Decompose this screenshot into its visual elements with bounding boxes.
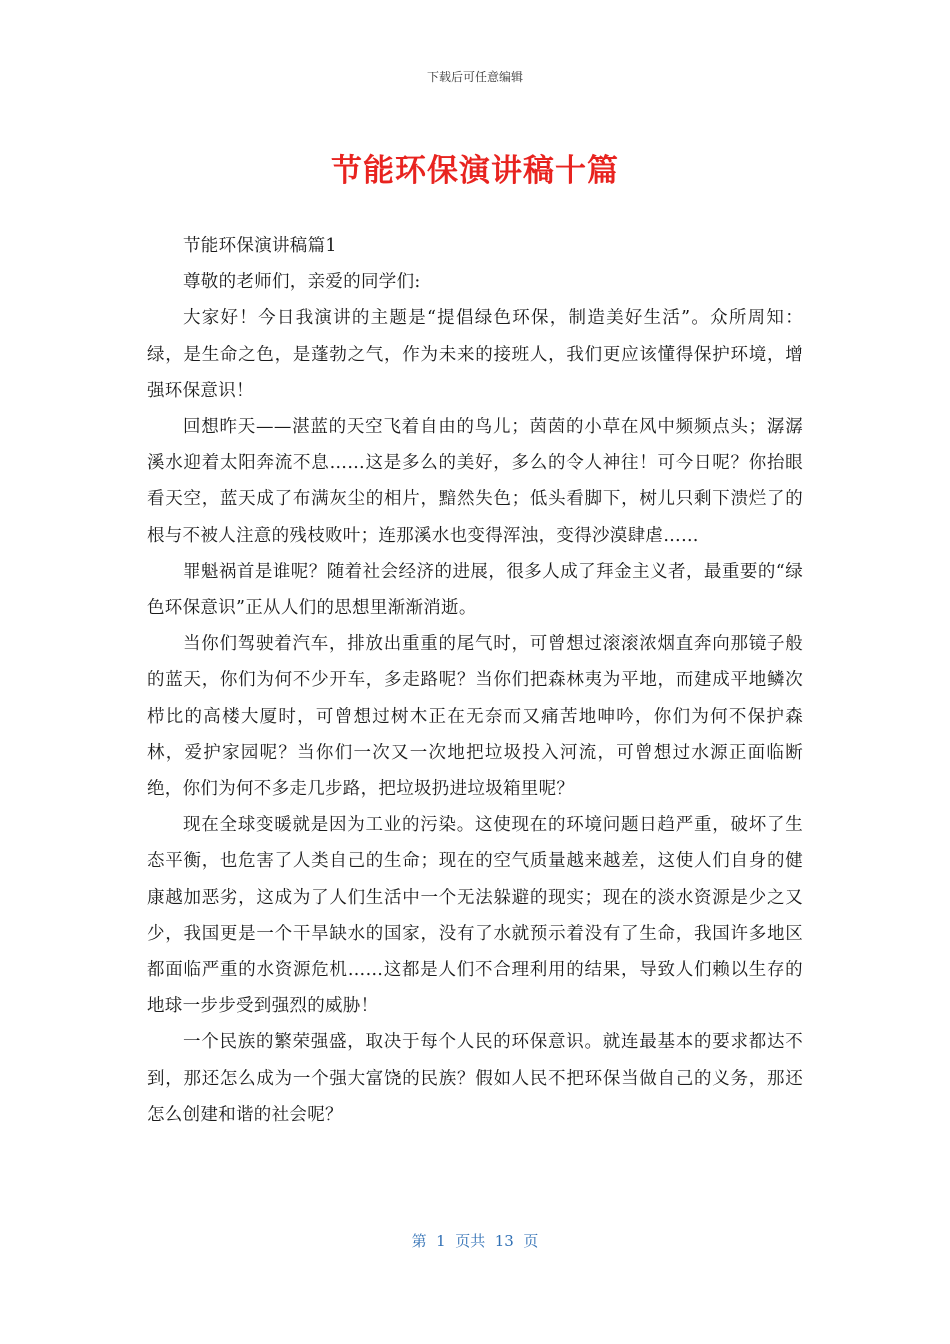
body-paragraph: 当你们驾驶着汽车，排放出重重的尾气时，可曾想过滚滚浓烟直奔向那镜子般的蓝天，你们为何不少开车，多走路呢？当你们把森林夷为平地，而建成平地鳞次栉比的高楼大厦时，可曾想过树木正在无奈而又痛苦地呻吟，你们为何不保护森林，爱护家园呢？当你们一次又一次地把垃圾投入河流，可曾想过水源正面临断绝，你们为何不多走几步路，把垃圾扔进垃圾箱里呢？ bbox=[147, 634, 803, 800]
page-footer: 第 1 页共 13 页 bbox=[411, 1232, 539, 1250]
body-paragraph: 罪魁祸首是谁呢？随着社会经济的进展，很多人成了拜金主义者，最重要的“绿色环保意识”正从人们的思想里渐渐消逝。 bbox=[147, 561, 803, 619]
body-paragraph: 现在全球变暖就是因为工业的污染。这使现在的环境问题日趋严重，破坏了生态平衡，也危害了人类自己的生命；现在的空气质量越来越差，这使人们自身的健康越加恶劣，这成为了人们生活中一个无法躲避的现实；现在的淡水资源是少之又少，我国更是一个干旱缺水的国家，没有了水就预示着没有了生命，我国许多地区都面临严重的水资源危机……这都是人们不合理利用的结果，导致人们赖以生存的地球一步步受到强烈的威胁！ bbox=[147, 815, 803, 1017]
document-body bbox=[147, 228, 803, 1133]
body-paragraph: 一个民族的繁荣强盛，取决于每个人民的环保意识。就连最基本的要求都达不到，那还怎么成为一个强大富饶的民族？假如人民不把环保当做自己的义务，那还怎么创建和谐的社会呢？ bbox=[147, 1032, 803, 1125]
section-heading: 节能环保演讲稿篇1 bbox=[183, 236, 337, 256]
salutation: 尊敬的老师们，亲爱的同学们: bbox=[183, 272, 421, 293]
document-title: 节能环保演讲稿十篇 bbox=[331, 153, 619, 189]
header-note: 下载后可任意编辑 bbox=[426, 70, 523, 84]
body-paragraph: 回想昨天——湛蓝的天空飞着自由的鸟儿；茵茵的小草在风中频频点头；潺潺溪水迎着太阳奔流不息……这是多么的美好，多么的令人神往！可今日呢？你抬眼看天空，蓝天成了布满灰尘的相片，黯然失色；低头看脚下，树儿只剩下溃烂了的根与不被人注意的残枝败叶；连那溪水也变得浑浊，变得沙漠肆虐…… bbox=[147, 417, 803, 546]
body-paragraph: 大家好！今日我演讲的主题是“提倡绿色环保，制造美好生活”。众所周知：绿，是生命之色，是蓬勃之气，作为未来的接班人，我们更应该懂得保护环境，增强环保意识！ bbox=[147, 308, 803, 401]
